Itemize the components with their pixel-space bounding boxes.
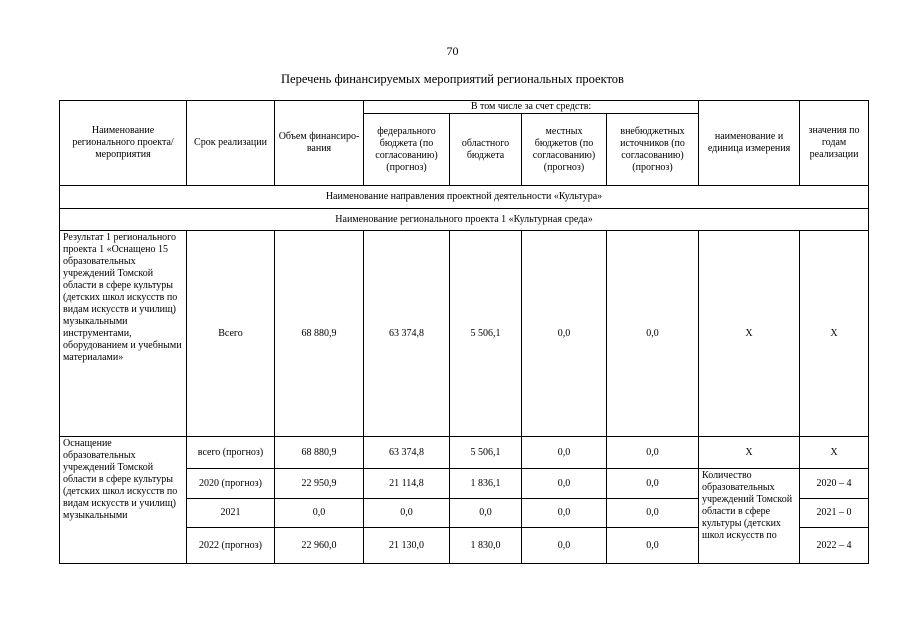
activity-row-total [60, 437, 869, 469]
financing-table [59, 100, 869, 564]
activity-extra: 0,0 [607, 437, 699, 469]
result-values: X [800, 231, 869, 437]
activity-values: 2022 – 4 [800, 528, 869, 564]
header-federal: федерального бюджета (по согласованию) (прогноз) [364, 114, 450, 186]
activity-values: 2020 – 4 [800, 469, 869, 499]
header-term: Срок реализации [187, 101, 275, 186]
activity-federal: 63 374,8 [364, 437, 450, 469]
result-term: Всего [187, 231, 275, 437]
section-direction-row [60, 186, 869, 209]
header-unit: наименование и единица измерения [699, 101, 800, 186]
activity-term: 2022 (прогноз) [187, 528, 275, 564]
activity-extra: 0,0 [607, 499, 699, 528]
activity-federal: 0,0 [364, 499, 450, 528]
activity-values-total: X [800, 437, 869, 469]
result-extra: 0,0 [607, 231, 699, 437]
result-unit: X [699, 231, 800, 437]
activity-volume: 22 960,0 [275, 528, 364, 564]
header-including: В том числе за счет средств: [364, 101, 699, 114]
activity-values: 2021 – 0 [800, 499, 869, 528]
header-extra: внебюджетных источников (по согласованию) (прогноз) [607, 114, 699, 186]
result-row [60, 231, 869, 437]
activity-local: 0,0 [522, 528, 607, 564]
activity-volume: 22 950,9 [275, 469, 364, 499]
section-project: Наименование регионального проекта 1 «Культурная среда» [60, 209, 869, 231]
result-local: 0,0 [522, 231, 607, 437]
section-project-row [60, 209, 869, 231]
header-name: Наименование регионального проекта/ мероприятия [60, 101, 187, 186]
activity-term: 2020 (прогноз) [187, 469, 275, 499]
activity-name: Оснащение образовательных учреждений Томской области в сфере культуры (детских школ искусств по видам искусств и училищ) музыкальными [60, 437, 187, 564]
header-local: местных бюджетов (по согласованию) (прогноз) [522, 114, 607, 186]
activity-extra: 0,0 [607, 469, 699, 499]
activity-unit: Количество образовательных учреждений Томской области в сфере культуры (детских школ искусств по [699, 469, 800, 564]
result-federal: 63 374,8 [364, 231, 450, 437]
activity-local: 0,0 [522, 437, 607, 469]
activity-federal: 21 130,0 [364, 528, 450, 564]
activity-local: 0,0 [522, 469, 607, 499]
activity-regional: 0,0 [450, 499, 522, 528]
activity-volume: 0,0 [275, 499, 364, 528]
page-number: 70 [446, 44, 459, 58]
header-row-1 [60, 101, 869, 114]
section-direction: Наименование направления проектной деятельности «Культура» [60, 186, 869, 209]
activity-extra: 0,0 [607, 528, 699, 564]
activity-regional: 1 836,1 [450, 469, 522, 499]
result-volume: 68 880,9 [275, 231, 364, 437]
activity-volume: 68 880,9 [275, 437, 364, 469]
document-title: Перечень финансируемых мероприятий региональных проектов [281, 72, 624, 86]
header-volume: Объем финансиро- вания [275, 101, 364, 186]
activity-term: всего (прогноз) [187, 437, 275, 469]
header-values: значения по годам реализации [800, 101, 869, 186]
activity-local: 0,0 [522, 499, 607, 528]
activity-regional: 5 506,1 [450, 437, 522, 469]
result-name: Результат 1 регионального проекта 1 «Оснащено 15 образовательных учреждений Томской области в сфере культуры (детских школ искусств по видам искусств и училищ) музыкальными инструментами, оборудованием и учебными материалами» [60, 231, 187, 437]
header-regional: областного бюджета [450, 114, 522, 186]
activity-federal: 21 114,8 [364, 469, 450, 499]
activity-unit-total: X [699, 437, 800, 469]
result-regional: 5 506,1 [450, 231, 522, 437]
activity-term: 2021 [187, 499, 275, 528]
activity-regional: 1 830,0 [450, 528, 522, 564]
